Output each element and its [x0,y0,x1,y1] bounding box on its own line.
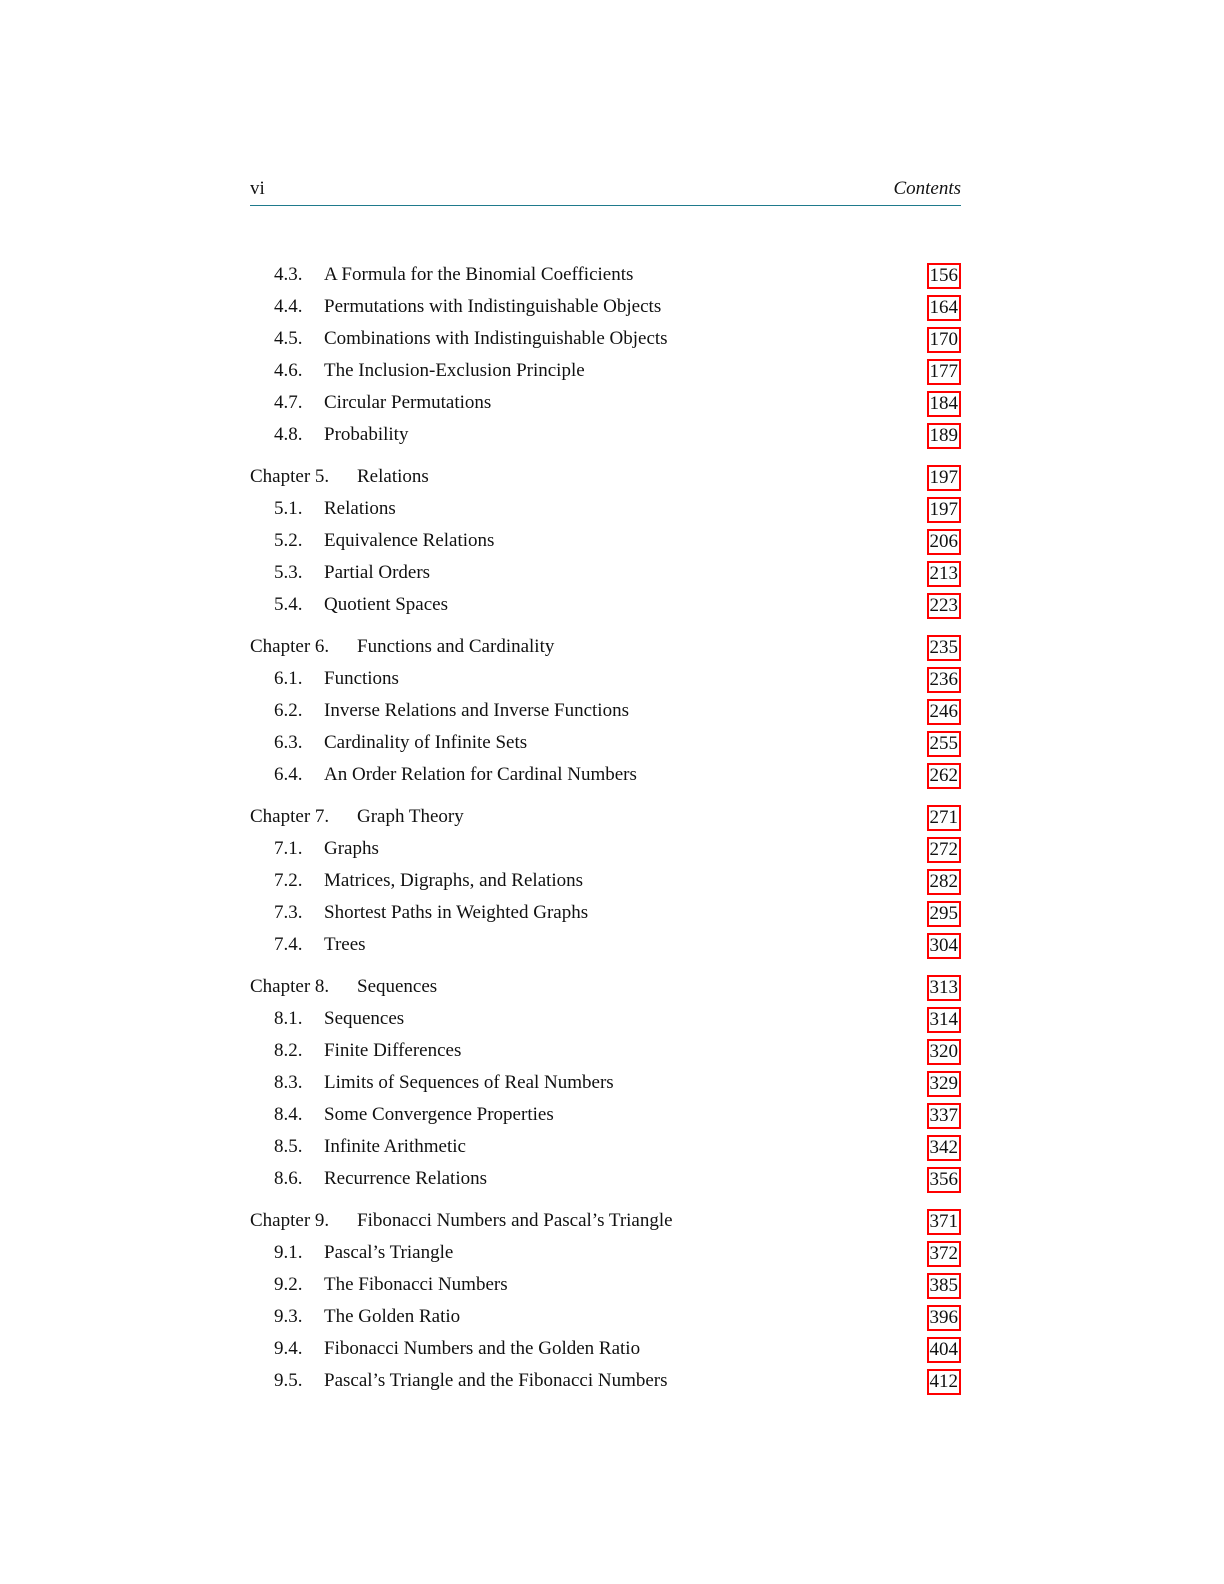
entry-title: Permutations with Indistinguishable Objects [324,296,662,317]
page-number-link[interactable]: 246 [927,699,962,725]
toc-section-entry [250,1365,961,1397]
entry-number: 4.7. [274,392,303,413]
page-number-link[interactable]: 213 [927,561,962,587]
entry-title: Pascal’s Triangle [324,1242,454,1263]
entry-number: 7.1. [274,838,303,859]
page-number-link[interactable]: 271 [927,805,962,831]
page-number-link[interactable]: 170 [927,327,962,353]
page-number-link[interactable]: 189 [927,423,962,449]
page-number-link[interactable]: 396 [927,1305,962,1331]
entry-title: Equivalence Relations [324,530,495,551]
entry-title: Cardinality of Infinite Sets [324,732,528,753]
toc-section-entry [250,355,961,387]
page-number-link[interactable]: 342 [927,1135,962,1161]
entry-title: Fibonacci Numbers and Pascal’s Triangle [357,1210,673,1231]
running-title: Contents [893,178,961,199]
entry-number: 6.2. [274,700,303,721]
entry-title: An Order Relation for Cardinal Numbers [324,764,637,785]
toc-section-entry [250,1067,961,1099]
page-number-link[interactable]: 272 [927,837,962,863]
entry-number: Chapter 7. [250,806,330,827]
entry-number: 4.3. [274,264,303,285]
entry-number: Chapter 5. [250,466,330,487]
entry-title: Graphs [324,838,379,859]
entry-number: 9.4. [274,1338,303,1359]
entry-number: 8.5. [274,1136,303,1157]
page-number-link[interactable]: 164 [927,295,962,321]
toc-chapter-entry [250,461,961,493]
toc-section-entry [250,1131,961,1163]
toc-section-entry [250,387,961,419]
entry-title: Trees [324,934,366,955]
entry-number: 4.4. [274,296,303,317]
entry-number: 6.3. [274,732,303,753]
entry-title: Limits of Sequences of Real Numbers [324,1072,614,1093]
toc-section-entry [250,589,961,621]
entry-number: 8.4. [274,1104,303,1125]
toc-section-entry [250,695,961,727]
page-number-link[interactable]: 206 [927,529,962,555]
entry-title: Combinations with Indistinguishable Objects [324,328,668,349]
entry-title: Pascal’s Triangle and the Fibonacci Numbers [324,1370,668,1391]
page-number-link[interactable]: 337 [927,1103,962,1129]
toc-section-entry [250,525,961,557]
toc-chapter-entry [250,971,961,1003]
entry-title: Relations [324,498,396,519]
toc-section-entry [250,897,961,929]
entry-number: 5.3. [274,562,303,583]
entry-title: The Golden Ratio [324,1306,461,1327]
entry-title: Quotient Spaces [324,594,449,615]
entry-number: 8.1. [274,1008,303,1029]
entry-title: Sequences [357,976,438,997]
page-number-link[interactable]: 197 [927,465,962,491]
toc-section-entry [250,929,961,961]
toc-section-entry [250,727,961,759]
page-number-link[interactable]: 282 [927,869,962,895]
entry-number: 8.6. [274,1168,303,1189]
entry-title: Finite Differences [324,1040,462,1061]
entry-number: 5.4. [274,594,303,615]
toc-section-entry [250,419,961,451]
entry-title: A Formula for the Binomial Coefficients [324,264,634,285]
entry-number: 9.1. [274,1242,303,1263]
entry-title: Probability [324,424,409,445]
page-number-link[interactable]: 262 [927,763,962,789]
entry-title: Shortest Paths in Weighted Graphs [324,902,589,923]
toc-chapter-entry [250,801,961,833]
entry-title: Recurrence Relations [324,1168,488,1189]
toc-section-entry [250,1301,961,1333]
entry-number: 4.6. [274,360,303,381]
page-number-link[interactable]: 313 [927,975,962,1001]
toc-chapter-entry [250,1205,961,1237]
page-number-link[interactable]: 177 [927,359,962,385]
entry-title: The Fibonacci Numbers [324,1274,508,1295]
toc-section-entry [250,259,961,291]
toc-section-entry [250,1237,961,1269]
toc-section-entry [250,1003,961,1035]
entry-title: Partial Orders [324,562,431,583]
page-number-link[interactable]: 372 [927,1241,962,1267]
entry-title: Functions and Cardinality [357,636,555,657]
entry-title: Some Convergence Properties [324,1104,554,1125]
entry-title: Infinite Arithmetic [324,1136,466,1157]
entry-number: 4.5. [274,328,303,349]
toc-section-entry [250,663,961,695]
page-number-link[interactable]: 255 [927,731,962,757]
entry-number: 7.2. [274,870,303,891]
toc-chapter-entry [250,631,961,663]
toc-section-entry [250,1035,961,1067]
entry-number: 8.2. [274,1040,303,1061]
page-number-link[interactable]: 356 [927,1167,962,1193]
page-number-link[interactable]: 156 [927,263,962,289]
page-number-link[interactable]: 197 [927,497,962,523]
toc-section-entry [250,493,961,525]
toc-section-entry [250,557,961,589]
entry-number: 6.4. [274,764,303,785]
entry-title: Sequences [324,1008,405,1029]
page-number-link[interactable]: 320 [927,1039,962,1065]
entry-number: 5.1. [274,498,303,519]
entry-title: Matrices, Digraphs, and Relations [324,870,584,891]
toc-section-entry [250,323,961,355]
entry-number: 9.2. [274,1274,303,1295]
toc-section-entry [250,1333,961,1365]
entry-number: Chapter 6. [250,636,330,657]
toc-section-entry [250,865,961,897]
toc-section-entry [250,1099,961,1131]
page-number-link[interactable]: 412 [927,1369,962,1395]
entry-title: Functions [324,668,399,689]
page-number-link[interactable]: 314 [927,1007,962,1033]
running-header [250,176,961,206]
entry-title: Graph Theory [357,806,464,827]
toc-section-entry [250,1163,961,1195]
entry-number: 6.1. [274,668,303,689]
entry-number: 5.2. [274,530,303,551]
entry-title: Circular Permutations [324,392,492,413]
toc-section-entry [250,1269,961,1301]
toc-section-entry [250,833,961,865]
entry-title: Inverse Relations and Inverse Functions [324,700,629,721]
entry-number: 4.8. [274,424,303,445]
entry-title: The Inclusion-Exclusion Principle [324,360,585,381]
page-number-link[interactable]: 184 [927,391,962,417]
page-folio: vi [250,178,265,199]
page-number-link[interactable]: 404 [927,1337,962,1363]
entry-number: 9.3. [274,1306,303,1327]
entry-number: 8.3. [274,1072,303,1093]
page-number-link[interactable]: 371 [927,1209,962,1235]
entry-number: 9.5. [274,1370,303,1391]
entry-number: 7.4. [274,934,303,955]
page-number-link[interactable]: 236 [927,667,962,693]
entry-number: Chapter 9. [250,1210,330,1231]
page-number-link[interactable]: 295 [927,901,962,927]
page-number-link[interactable]: 385 [927,1273,962,1299]
entry-number: Chapter 8. [250,976,330,997]
entry-title: Relations [357,466,429,487]
table-of-contents [250,259,961,1397]
page-number-link[interactable]: 223 [927,593,962,619]
page-number-link[interactable]: 329 [927,1071,962,1097]
entry-number: 7.3. [274,902,303,923]
page-number-link[interactable]: 235 [927,635,962,661]
entry-title: Fibonacci Numbers and the Golden Ratio [324,1338,641,1359]
page-number-link[interactable]: 304 [927,933,962,959]
toc-section-entry [250,759,961,791]
toc-section-entry [250,291,961,323]
